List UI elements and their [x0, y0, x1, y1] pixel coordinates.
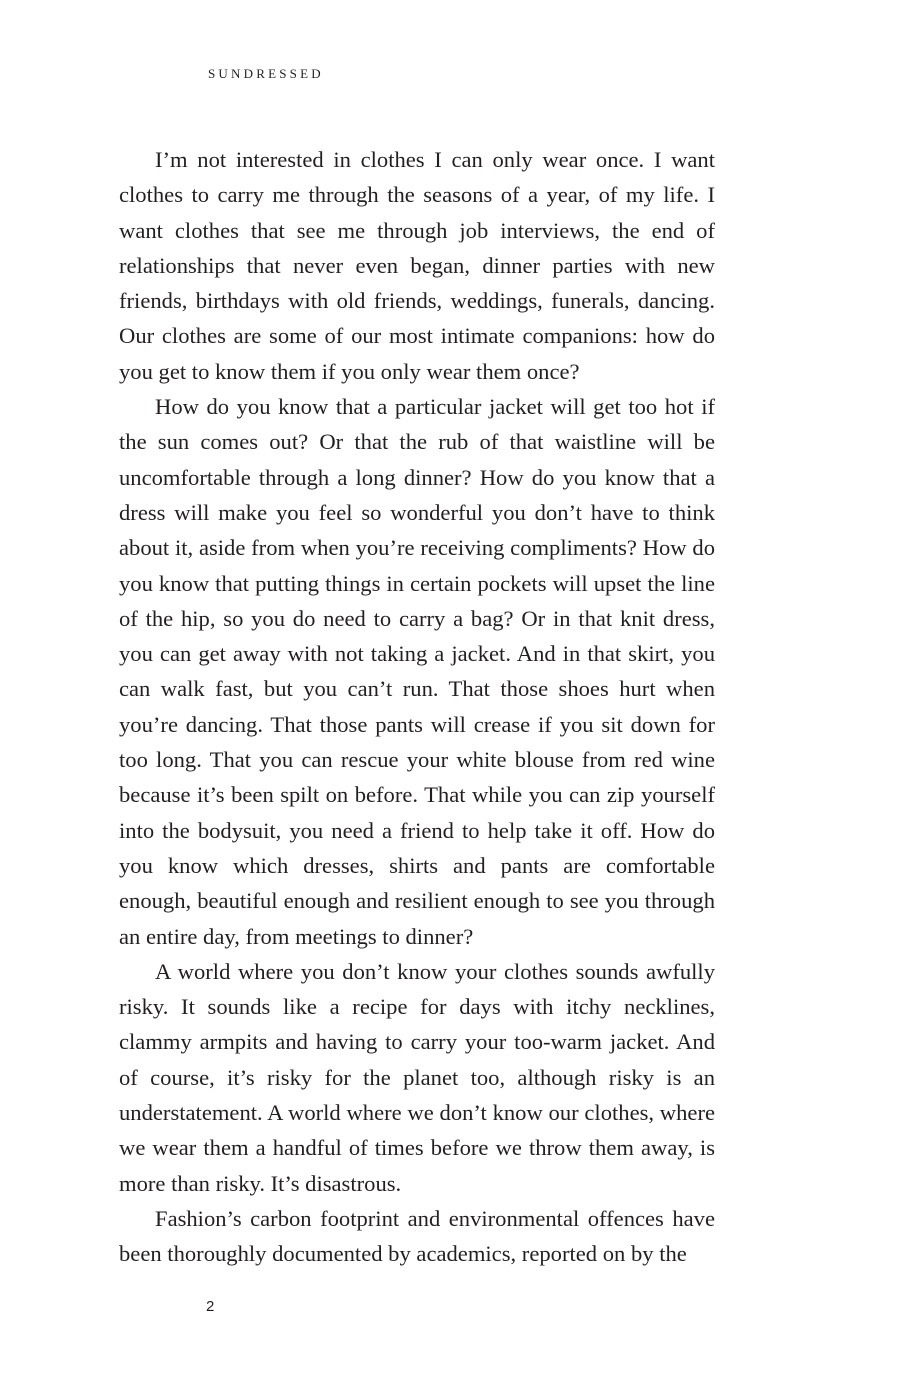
page-number: 2 [206, 1298, 215, 1315]
paragraph-4: Fashion’s carbon footprint and environmental offences have been thoroughly documented by academics, reported on by the [119, 1205, 715, 1267]
paragraph-2: How do you know that a particular jacket will get too hot if the sun comes out? Or that the rub of that waistline will be uncomfortable through a long dinner? How do you know that a dress will make you feel so wonderful you don’t have to think about it, aside from when you’re receiving compliments? How do you know that putting things in certain pockets will upset the line of the hip, so you do need to carry a bag? Or in that knit dress, you can get away with not taking a jacket. And in that skirt, you can walk fast, but you can’t run. That those shoes hurt when you’re dancing. That those pants will crease if you sit down for too long. That you can rescue your white blouse from red wine because it’s been spilt on before. That while you can zip yourself into the bodysuit, you need a friend to help take it off. How do you know which dresses, shirts and pants are comfortable enough, beautiful enough and resilient enough to see you through an entire day, from meetings to dinner? [119, 394, 715, 949]
paragraph-1: I’m not interested in clothes I can only wear once. I want clothes to carry me through the seasons of a year, of my life. I want clothes that see me through job interviews, the end of relationships that never even began, dinner parties with new friends, birthdays with old friends, weddings, funerals, dancing. Our clothes are some of our most intimate companions: how do you get to know them if you only wear them once? [119, 147, 715, 384]
paragraph-3: A world where you don’t know your clothes sounds awfully risky. It sounds like a recipe for days with itchy necklines, clammy armpits and having to carry your too-warm jacket. And of course, it’s risky for the planet too, although risky is an understatement. A world where we don’t know our clothes, where we wear them a handful of times before we throw them away, is more than risky. It’s disastrous. [119, 958, 715, 1196]
running-head: SUNDRESSED [208, 66, 324, 81]
body-text [119, 142, 715, 1272]
